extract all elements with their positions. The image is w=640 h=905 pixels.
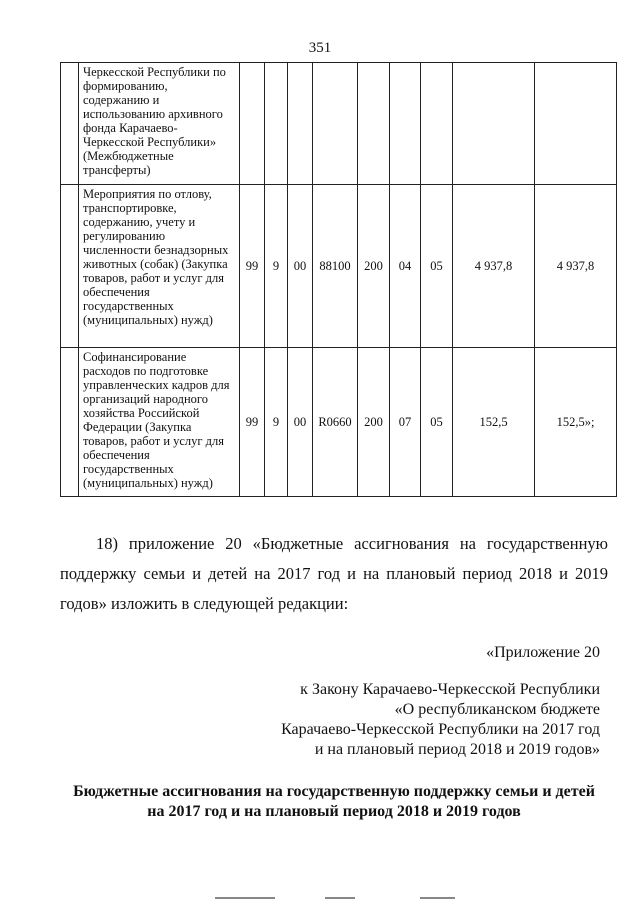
appendix-title: «Приложение 20: [486, 644, 600, 661]
table-cell-subsection: 05: [421, 185, 453, 348]
table-cell-amount-2018: 152,5: [453, 348, 535, 497]
body-paragraph: 18) приложение 20 «Бюджетные ассигнования на государственную поддержку семьи и детей на 2017 год и на плановый период 2018 и 2019 годов» изложить в следующей редакции:: [60, 533, 608, 613]
appendix-law-line: Карачаево-Черкесской Республики на 2017 год: [281, 721, 600, 738]
table-cell-amount-2019: 4 937,8: [535, 185, 617, 348]
table-cell-direction: R0660: [313, 348, 358, 497]
table-cell-gap: [61, 348, 79, 497]
table-cell-description: Мероприятия по отлову, транспортировке, содержанию, учету и регулированию численности безнадзорных животных (собак) (Закупка товаров, работ и услуг для обеспечения государственных (муниципальных) нужд): [79, 185, 240, 348]
scan-artifact-line: [325, 897, 355, 899]
table-cell-direction: 88100: [313, 185, 358, 348]
table-cell-program: [240, 63, 265, 185]
table-cell-subsection: 05: [421, 348, 453, 497]
appendix-law-reference: [281, 680, 600, 760]
budget-table: [60, 62, 617, 497]
table-cell-subprogram: 9: [265, 185, 288, 348]
scan-artifact-line: [215, 897, 275, 899]
table-cell-description: Черкесской Республики по формированию, содержанию и использованию архивного фонда Карачаево-Черкесской Республики» (Межбюджетные трансферты): [79, 63, 240, 185]
table-cell-main-event: 00: [288, 185, 313, 348]
page-number: 351: [308, 40, 332, 56]
table-cell-amount-2018: [453, 63, 535, 185]
table-cell-section: 04: [390, 185, 421, 348]
table-cell-subsection: [421, 63, 453, 185]
appendix-law-line: и на плановый период 2018 и 2019 годов»: [314, 741, 600, 758]
scan-artifact-line: [420, 897, 455, 899]
table-row: [61, 63, 617, 185]
appendix-law-line: к Закону Карачаево-Черкесской Республики: [300, 681, 600, 698]
table-cell-expense-type: [358, 63, 390, 185]
table-cell-expense-type: 200: [358, 185, 390, 348]
appendix-law-line: «О республиканском бюджете: [394, 701, 600, 718]
table-cell-main-event: [288, 63, 313, 185]
heading-line: Бюджетные ассигнования на государственную поддержку семьи и детей: [73, 783, 595, 800]
table-cell-program: 99: [240, 348, 265, 497]
table-row: [61, 185, 617, 348]
heading-line: на 2017 год и на плановый период 2018 и 2019 годов: [147, 803, 521, 820]
table-cell-description: Софинансирование расходов по подготовке управленческих кадров для организаций народного хозяйства Российской Федерации (Закупка товаров, работ и услуг для обеспечения государственных (муниципальных) нужд): [79, 348, 240, 497]
table-cell-amount-2019: [535, 63, 617, 185]
table-cell-section: 07: [390, 348, 421, 497]
table-cell-expense-type: 200: [358, 348, 390, 497]
table-cell-gap: [61, 185, 79, 348]
table-cell-program: 99: [240, 185, 265, 348]
table-cell-subprogram: 9: [265, 348, 288, 497]
document-heading: [60, 782, 608, 822]
table-cell-section: [390, 63, 421, 185]
table-row: [61, 348, 617, 497]
table-cell-gap: [61, 63, 79, 185]
table-cell-amount-2018: 4 937,8: [453, 185, 535, 348]
table-cell-amount-2019: 152,5»;: [535, 348, 617, 497]
table-cell-direction: [313, 63, 358, 185]
table-cell-subprogram: [265, 63, 288, 185]
table-cell-main-event: 00: [288, 348, 313, 497]
